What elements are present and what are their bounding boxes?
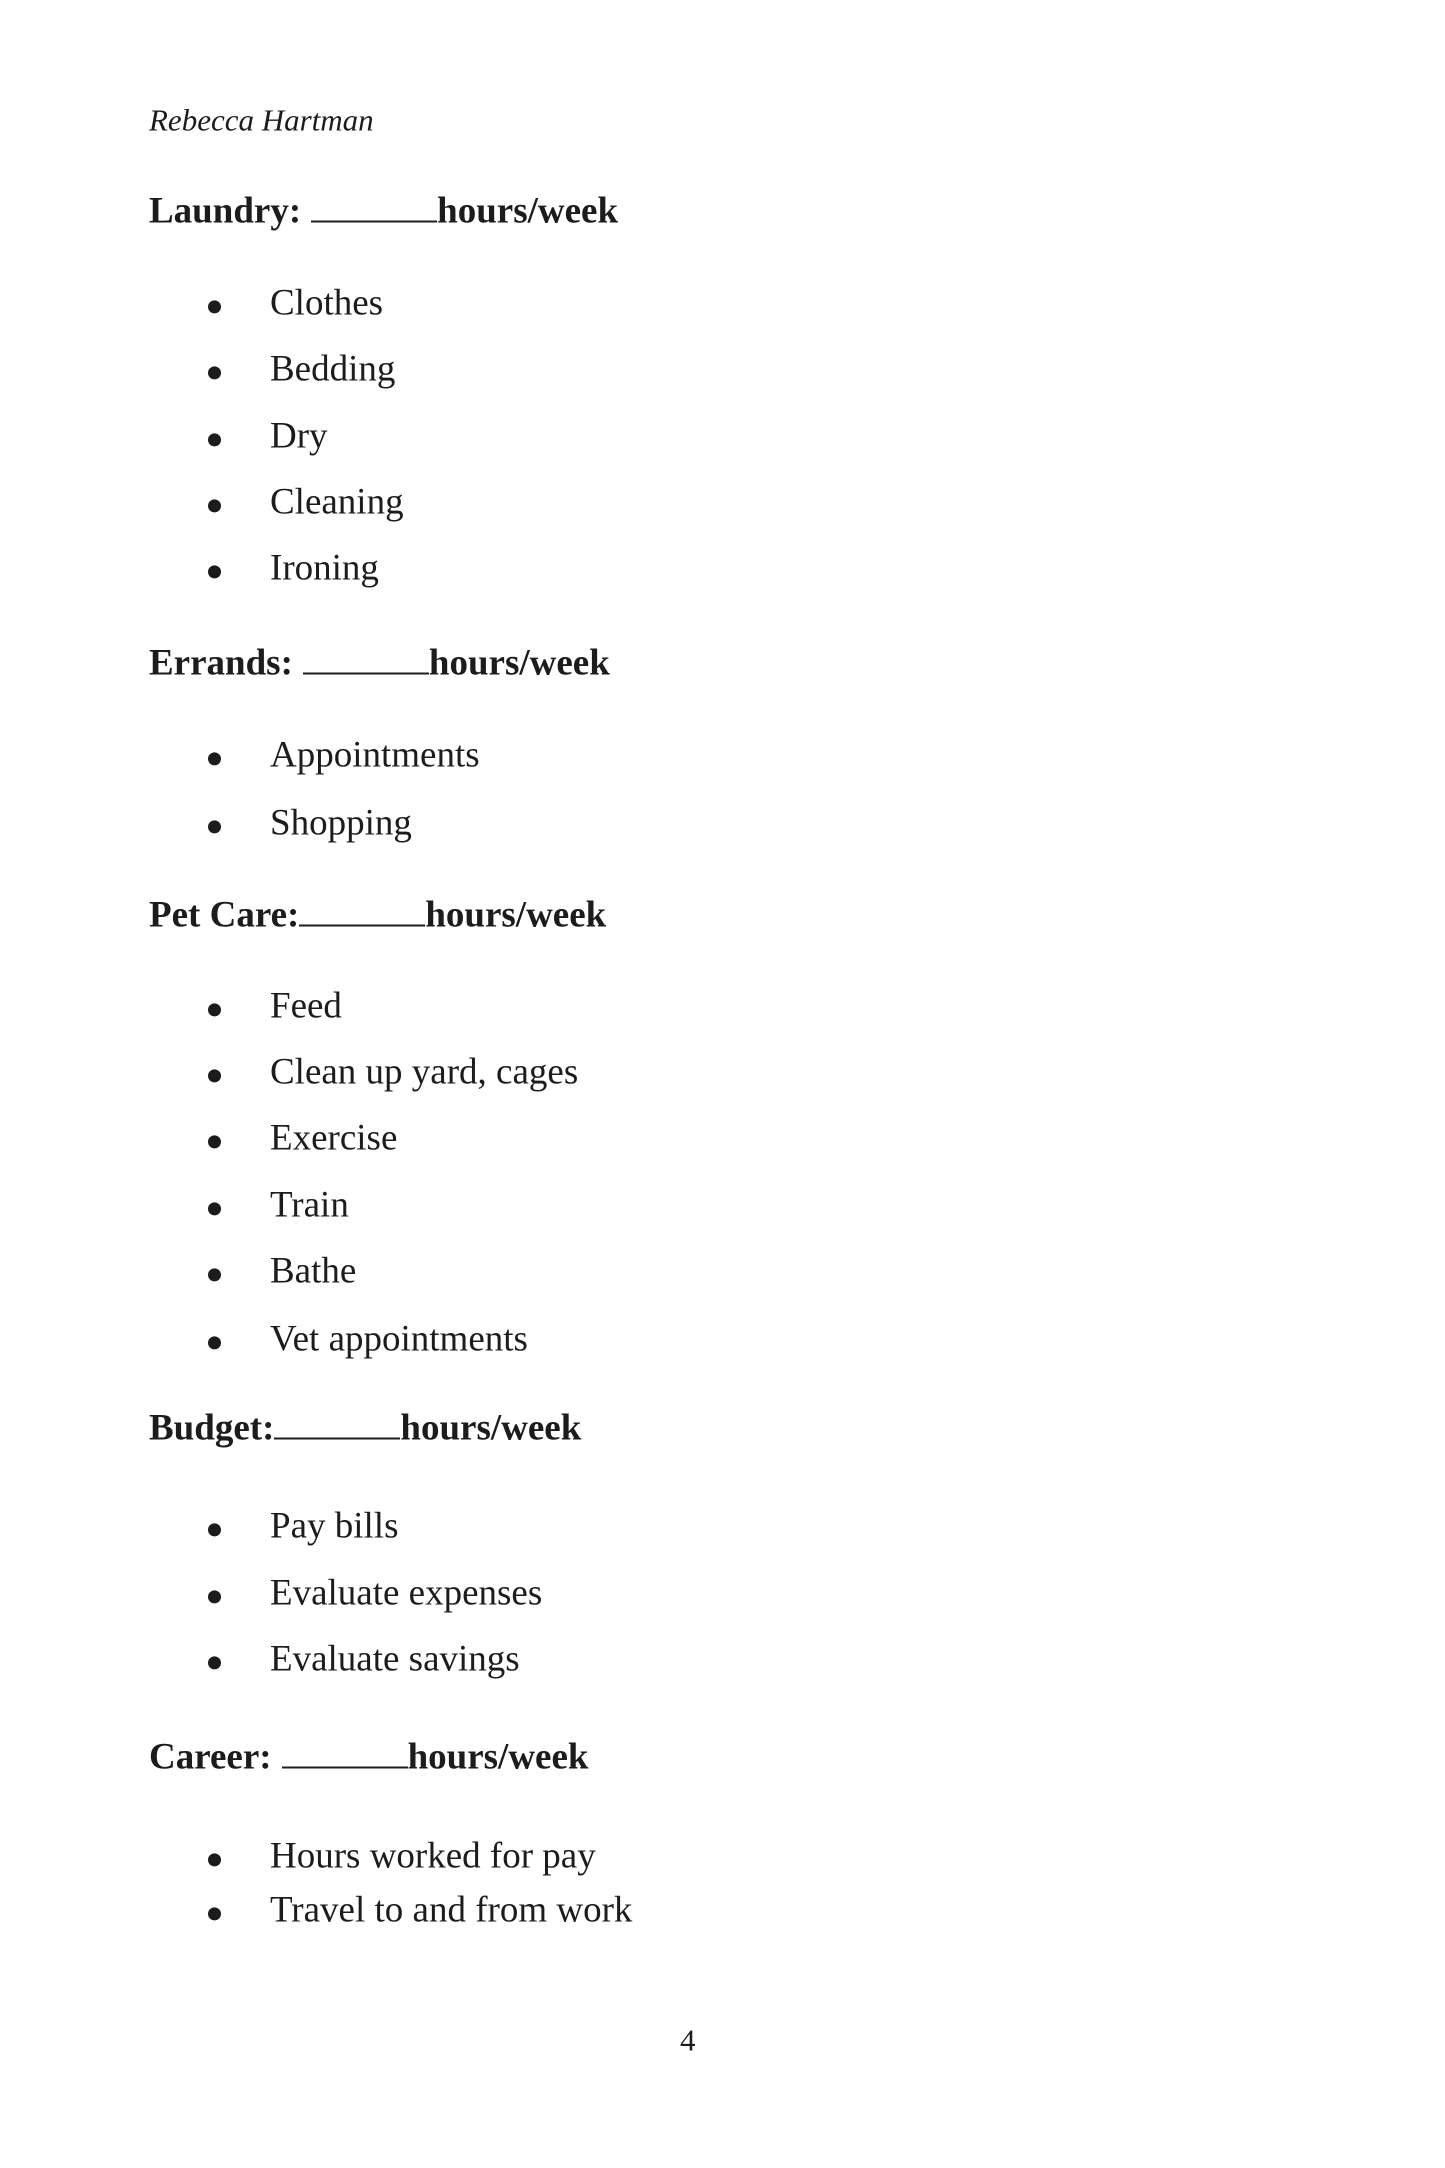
- section-unit: hours/week: [400, 1407, 582, 1449]
- section-unit: hours/week: [425, 894, 607, 936]
- bullet-icon: [208, 433, 221, 446]
- list-item-text: Hours worked for pay: [270, 1835, 596, 1877]
- bullet-icon: [208, 1590, 221, 1603]
- bullet-icon: [208, 1656, 221, 1669]
- list-item-text: Ironing: [270, 547, 379, 589]
- bullet-icon: [208, 1069, 221, 1082]
- bullet-icon: [208, 565, 221, 578]
- section-unit: hours/week: [428, 642, 610, 684]
- bullet-icon: [208, 752, 221, 765]
- bullet-icon: [208, 1268, 221, 1281]
- list-item-text: Dry: [270, 415, 328, 457]
- list-item-text: Evaluate expenses: [270, 1572, 543, 1614]
- bullet-icon: [208, 1907, 221, 1920]
- section-heading-career: [149, 1736, 589, 1778]
- list-item-text: Train: [270, 1184, 349, 1226]
- bullet-icon: [208, 1853, 221, 1866]
- list-item-text: Appointments: [270, 734, 480, 776]
- list-item-text: Vet appointments: [270, 1318, 528, 1360]
- list-item-text: Shopping: [270, 802, 412, 844]
- section-heading-laundry: [149, 190, 619, 232]
- section-heading-budget: [149, 1407, 582, 1449]
- section-title: Errands:: [149, 642, 293, 684]
- bullet-icon: [208, 1202, 221, 1215]
- section-title: Career:: [149, 1736, 272, 1778]
- bullet-icon: [208, 1523, 221, 1536]
- list-item-text: Pay bills: [270, 1505, 399, 1547]
- list-item-text: Clothes: [270, 282, 384, 324]
- hours-blank: [274, 1437, 400, 1440]
- section-title: Laundry:: [149, 190, 302, 232]
- list-item-text: Clean up yard, cages: [270, 1051, 579, 1093]
- bullet-icon: [208, 1135, 221, 1148]
- section-title: Budget:: [149, 1407, 275, 1449]
- list-item-text: Evaluate savings: [270, 1638, 520, 1680]
- list-item-text: Exercise: [270, 1117, 398, 1159]
- hours-blank: [311, 220, 437, 223]
- section-unit: hours/week: [407, 1736, 589, 1778]
- list-item-text: Cleaning: [270, 481, 404, 523]
- list-item-text: Bedding: [270, 348, 396, 390]
- list-item-text: Feed: [270, 985, 342, 1027]
- hours-blank: [299, 924, 425, 927]
- section-unit: hours/week: [437, 190, 619, 232]
- bullet-icon: [208, 820, 221, 833]
- section-heading-pet-care: [149, 894, 607, 936]
- page-number: 4: [680, 2022, 696, 2058]
- list-item-text: Bathe: [270, 1250, 357, 1292]
- bullet-icon: [208, 499, 221, 512]
- hours-blank: [303, 672, 429, 675]
- list-item-text: Travel to and from work: [270, 1889, 633, 1931]
- section-heading-errands: [149, 642, 610, 684]
- hours-blank: [282, 1766, 408, 1769]
- bullet-icon: [208, 300, 221, 313]
- bullet-icon: [208, 1003, 221, 1016]
- bullet-icon: [208, 366, 221, 379]
- bullet-icon: [208, 1336, 221, 1349]
- section-title: Pet Care:: [149, 894, 300, 936]
- running-header-author: Rebecca Hartman: [149, 102, 374, 138]
